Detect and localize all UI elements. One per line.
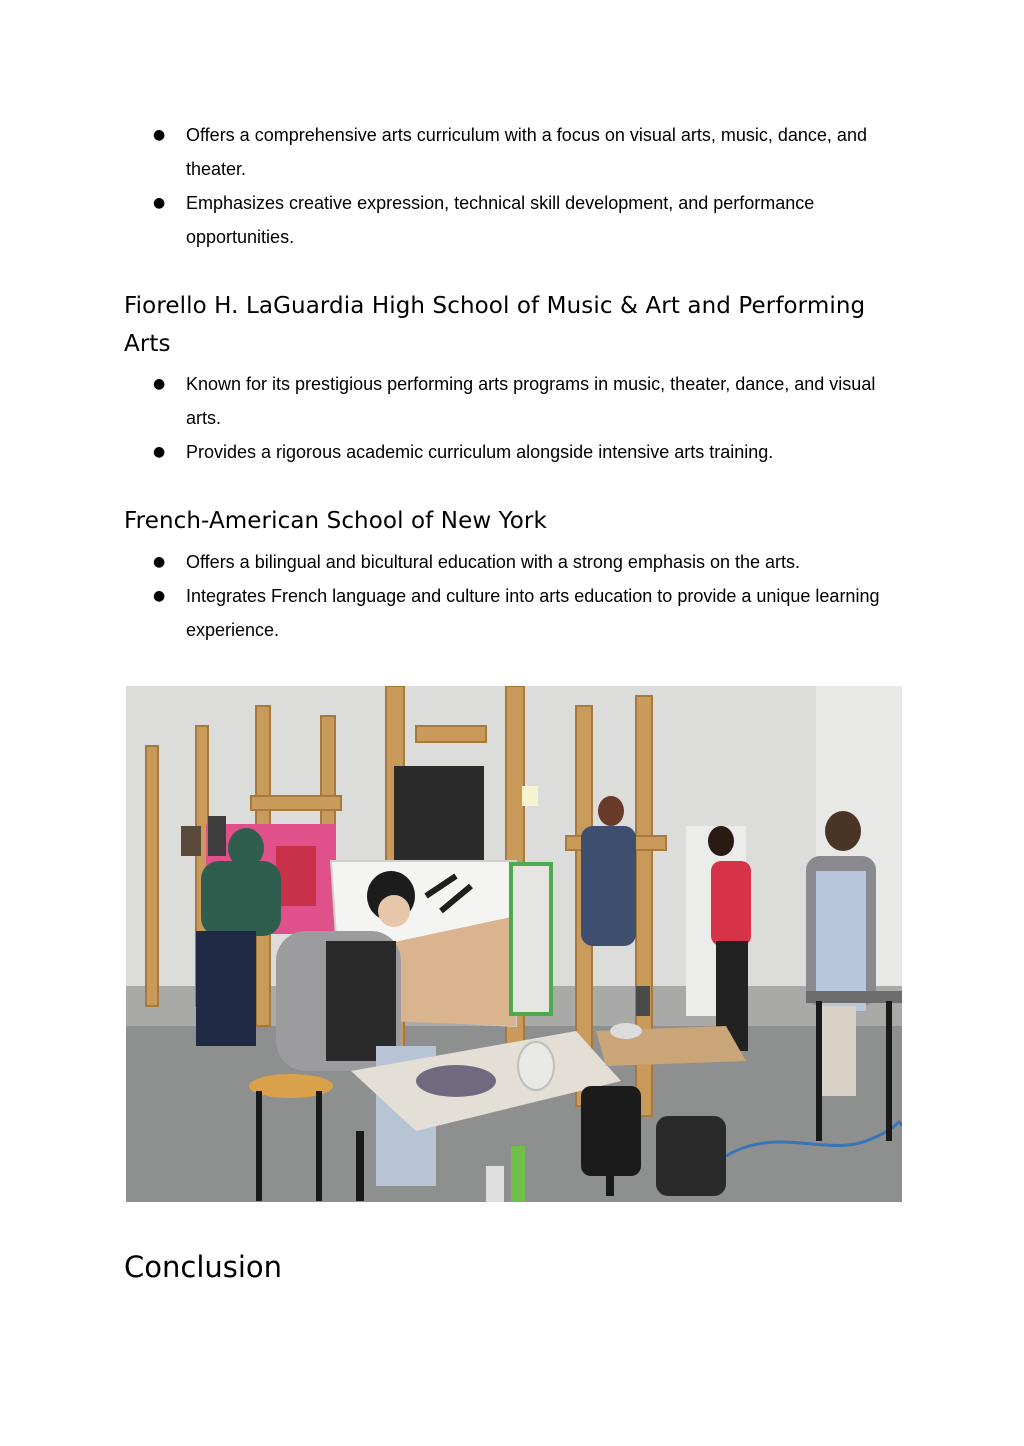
bullet-text: Emphasizes creative expression, technical skill development, and performance opportunities.: [186, 193, 815, 247]
bullet-icon: ●: [153, 554, 166, 570]
bullet-icon: ●: [153, 376, 166, 392]
bullet-icon: ●: [153, 127, 166, 143]
list-item: [0, 579, 896, 647]
french-american-bullet-list: [0, 545, 1024, 647]
bullet-text: Offers a comprehensive arts curriculum with a focus on visual arts, music, dance, and theater.: [186, 125, 867, 179]
bullet-icon: ●: [153, 588, 166, 604]
bullet-icon: ●: [153, 444, 166, 460]
list-item: [0, 118, 896, 186]
list-item: [0, 186, 896, 254]
list-item: [0, 435, 896, 469]
art-studio-photo-icon: [126, 686, 902, 1202]
bullet-text: Provides a rigorous academic curriculum alongside intensive arts training.: [186, 442, 774, 462]
intro-bullet-list: [0, 118, 1024, 254]
list-item: [0, 545, 896, 579]
bullet-text: Known for its prestigious performing arts programs in music, theater, dance, and visual arts.: [186, 374, 876, 428]
bullet-text: Integrates French language and culture into arts education to provide a unique learning experience.: [186, 586, 880, 640]
art-studio-photo: [126, 686, 902, 1202]
bullet-text: Offers a bilingual and bicultural education with a strong emphasis on the arts.: [186, 552, 801, 572]
conclusion-heading: Conclusion: [124, 1250, 283, 1284]
list-item: [0, 367, 896, 435]
french-american-heading: French-American School of New York: [124, 508, 547, 534]
laguardia-heading: Fiorello H. LaGuardia High School of Music & Art and Performing Arts: [124, 293, 866, 357]
bullet-icon: ●: [153, 195, 166, 211]
laguardia-bullet-list: [0, 367, 1024, 469]
